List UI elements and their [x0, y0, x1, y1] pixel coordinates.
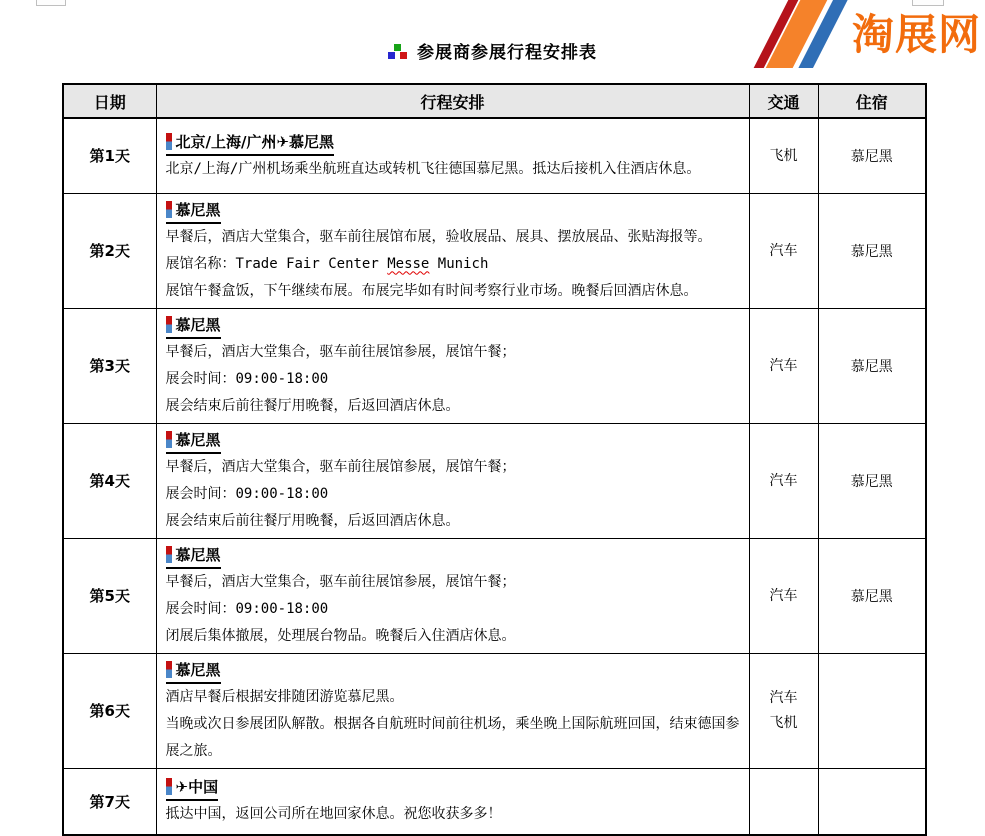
row-lines [166, 156, 741, 183]
itinerary-line: 当晚或次日参展团队解散。根据各自航班时间前往机场，乘坐晚上国际航班回国，结束德国参展之旅。 [165, 715, 740, 759]
transport-value: 汽车 [769, 690, 798, 706]
column-header-stay: 住宿 [818, 84, 926, 118]
itinerary-line: 早餐后，酒店大堂集合，驱车前往展馆参展，展馆午餐； [165, 458, 516, 475]
row-heading-text: 慕尼黑 [175, 315, 221, 334]
transport-cell [749, 768, 818, 835]
itinerary-cell [156, 193, 749, 308]
itinerary-line: 早餐后，酒店大堂集合，驱车前往展馆参展，展馆午餐； [165, 573, 516, 590]
day-label: 第3天 [63, 308, 156, 423]
row-heading-text: ✈中国 [175, 778, 219, 797]
row-heading [166, 775, 741, 801]
table-row [63, 538, 926, 653]
row-heading-text: 慕尼黑 [175, 660, 221, 679]
spellcheck-word: Messe [387, 255, 430, 272]
itinerary-line: 展会结束后前往餐厅用晚餐，后返回酒店休息。 [165, 512, 460, 529]
itinerary-line: 抵达中国，返回公司所在地回家休息。祝您收获多多！ [165, 806, 502, 823]
stay-cell: 慕尼黑 [818, 423, 926, 538]
itinerary-cell [156, 653, 749, 768]
red-blue-bar-icon [166, 201, 172, 218]
stay-cell: 慕尼黑 [818, 193, 926, 308]
column-header-transport: 交通 [749, 84, 818, 118]
row-heading [166, 313, 741, 339]
day-label: 第4天 [63, 423, 156, 538]
row-heading [166, 130, 741, 156]
page-title: 参展商参展行程安排表 [417, 43, 597, 63]
row-heading [166, 543, 741, 569]
row-heading [166, 658, 741, 684]
day-label: 第2天 [63, 193, 156, 308]
row-heading [166, 198, 741, 224]
itinerary-line: 早餐后，酒店大堂集合，驱车前往展馆参展，展馆午餐； [165, 343, 516, 360]
row-heading-underline [166, 130, 335, 156]
red-blue-bar-icon [166, 133, 172, 150]
transport-cell [749, 193, 818, 308]
itinerary-cell [156, 768, 749, 835]
itinerary-line: 北京/上海/广州机场乘坐航班直达或转机飞往德国慕尼黑。抵达后接机入住酒店休息。 [165, 160, 701, 177]
table-row [63, 118, 926, 193]
itinerary-line: 展馆午餐盒饭，下午继续布展。布展完毕如有时间考察行业市场。晚餐后回酒店休息。 [165, 282, 698, 299]
itinerary-cell [156, 538, 749, 653]
logo-text: 淘展网 [851, 10, 981, 59]
day-label: 第7天 [63, 768, 156, 835]
itinerary-line: 展会时间：09:00-18:00 [165, 370, 329, 387]
table-row [63, 308, 926, 423]
stay-cell: 慕尼黑 [818, 538, 926, 653]
itinerary-line: 展馆名称：Trade Fair Center Messe Munich [165, 255, 489, 272]
row-heading-text: 慕尼黑 [175, 430, 221, 449]
itinerary-line: 展会时间：09:00-18:00 [165, 485, 329, 502]
row-heading-underline [166, 658, 221, 684]
table-header-row [63, 84, 926, 118]
row-heading-underline [166, 775, 219, 801]
row-heading-underline [166, 428, 221, 454]
red-square-icon [400, 52, 407, 59]
itinerary-table [62, 83, 927, 836]
itinerary-line: 展会结束后前往餐厅用晚餐，后返回酒店休息。 [165, 397, 460, 414]
itinerary-cell [156, 308, 749, 423]
transport-cell [749, 118, 818, 193]
stay-cell: 慕尼黑 [818, 118, 926, 193]
row-lines [166, 569, 741, 650]
row-heading-underline [166, 198, 221, 224]
row-heading-text: 北京/上海/广州✈慕尼黑 [175, 132, 335, 151]
itinerary-cell [156, 423, 749, 538]
green-square-icon [394, 44, 401, 51]
transport-cell [749, 538, 818, 653]
itinerary-table-body [63, 118, 926, 835]
column-header-date: 日期 [63, 84, 156, 118]
page-title-row [0, 38, 985, 63]
itinerary-cell [156, 118, 749, 193]
day-label: 第1天 [63, 118, 156, 193]
itinerary-line: 早餐后，酒店大堂集合，驱车前往展馆布展，验收展品、展具、摆放展品、张贴海报等。 [165, 228, 712, 245]
red-blue-bar-icon [166, 661, 172, 678]
stay-cell: 慕尼黑 [818, 308, 926, 423]
row-heading-text: 慕尼黑 [175, 545, 221, 564]
row-heading [166, 428, 741, 454]
transport-value: 飞机 [769, 715, 798, 731]
row-heading-text: 慕尼黑 [175, 200, 221, 219]
stay-cell [818, 768, 926, 835]
red-blue-bar-icon [166, 546, 172, 563]
transport-value: 汽车 [769, 472, 798, 489]
row-lines [166, 684, 741, 765]
transport-value: 汽车 [769, 357, 798, 374]
row-heading-underline [166, 543, 221, 569]
day-label: 第5天 [63, 538, 156, 653]
itinerary-line: 酒店早餐后根据安排随团游览慕尼黑。 [165, 688, 404, 705]
row-heading-underline [166, 313, 221, 339]
transport-value: 飞机 [769, 147, 798, 164]
stay-cell [818, 653, 926, 768]
row-lines [166, 224, 741, 305]
transport-cell [749, 423, 818, 538]
three-squares-icon [388, 44, 408, 60]
cropped-ui-fragment-left [36, 0, 66, 6]
table-row [63, 193, 926, 308]
transport-value: 汽车 [769, 242, 798, 259]
red-blue-bar-icon [166, 778, 172, 795]
row-lines [166, 454, 741, 535]
row-lines [166, 339, 741, 420]
day-label: 第6天 [63, 653, 156, 768]
transport-cell [749, 308, 818, 423]
blue-square-icon [388, 52, 395, 59]
table-row [63, 768, 926, 835]
row-lines [166, 801, 741, 828]
red-blue-bar-icon [166, 431, 172, 448]
itinerary-line: 闭展后集体撤展，处理展台物品。晚餐后入住酒店休息。 [165, 627, 516, 644]
itinerary-line: 展会时间：09:00-18:00 [165, 600, 329, 617]
table-row [63, 423, 926, 538]
column-header-itinerary: 行程安排 [156, 84, 749, 118]
transport-cell [749, 653, 818, 768]
red-blue-bar-icon [166, 316, 172, 333]
table-row [63, 653, 926, 768]
transport-value: 汽车 [769, 587, 798, 604]
